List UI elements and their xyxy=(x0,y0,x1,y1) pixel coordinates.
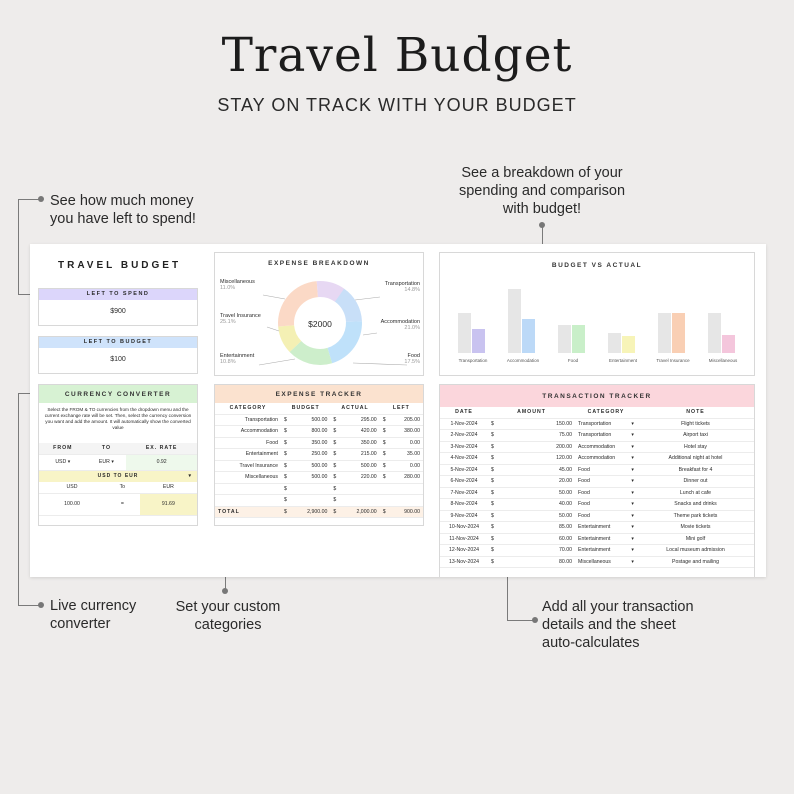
amount-cell[interactable]: 70.00 xyxy=(513,545,575,557)
donut-center-value: $2000 xyxy=(308,319,332,329)
total-label: TOTAL xyxy=(215,506,281,518)
table-row[interactable] xyxy=(440,418,754,430)
date-cell[interactable]: 2-Nov-2024 xyxy=(440,430,488,442)
conv-cell: USD xyxy=(39,482,105,494)
chevron-down-icon: ▾ xyxy=(631,432,634,439)
category-select[interactable] xyxy=(575,476,637,488)
note-cell[interactable]: Hotel stay xyxy=(637,441,754,453)
date-cell[interactable]: 5-Nov-2024 xyxy=(440,464,488,476)
amount-cell[interactable]: 20.00 xyxy=(513,476,575,488)
currency-cell[interactable]: $ xyxy=(488,510,513,522)
category-value: Transportation xyxy=(578,420,612,427)
bar-category-label: Miscellaneous xyxy=(708,358,738,363)
conv-cell: EUR xyxy=(140,482,197,494)
amount-cell[interactable]: $ xyxy=(281,483,294,495)
bar-budget xyxy=(608,333,621,353)
callout-line xyxy=(18,393,19,605)
callout-line xyxy=(18,199,40,200)
bar-budget xyxy=(458,313,471,353)
currency-cell[interactable]: $ xyxy=(488,441,513,453)
amount-cell[interactable]: $ xyxy=(330,437,343,449)
chevron-down-icon: ▾ xyxy=(188,472,192,479)
chevron-down-icon: ▾ xyxy=(631,547,634,554)
currency-cell[interactable]: $ xyxy=(488,418,513,430)
amount-cell[interactable] xyxy=(392,483,423,495)
amount-cell[interactable]: 250.00 xyxy=(294,449,331,461)
amount-cell[interactable]: 85.00 xyxy=(513,522,575,534)
callout-line xyxy=(507,620,535,621)
category-select[interactable] xyxy=(575,418,637,430)
table-row[interactable] xyxy=(440,545,754,557)
amount-cell[interactable]: 420.00 xyxy=(343,426,380,438)
amount-cell[interactable] xyxy=(392,495,423,507)
callout-currency: Live currency converter xyxy=(50,598,137,632)
col-header: BUDGET xyxy=(281,403,330,414)
table-row[interactable] xyxy=(215,483,423,495)
chevron-down-icon: ▾ xyxy=(631,443,634,450)
total-cell: 2,000.00 xyxy=(343,506,380,518)
left-to-spend-value: $900 xyxy=(110,308,126,315)
amount-cell[interactable] xyxy=(294,483,331,495)
col-header: DATE xyxy=(440,407,488,418)
note-cell[interactable]: Local museum admission xyxy=(637,545,754,557)
chevron-down-icon: ▾ xyxy=(631,558,634,565)
amount-input[interactable]: 100.00 xyxy=(39,493,105,515)
table-row[interactable] xyxy=(215,414,423,426)
bar-budget xyxy=(658,313,671,353)
bar-budget xyxy=(708,313,721,353)
callout-left-to-spend: See how much money you have left to spend! xyxy=(50,193,196,227)
category-cell[interactable]: Entertainment xyxy=(215,449,281,461)
converted-value: 91.69 xyxy=(140,493,197,515)
page-subtitle: STAY ON TRACK WITH YOUR BUDGET xyxy=(217,95,577,115)
conversion-select[interactable] xyxy=(39,471,197,482)
total-cell: $ xyxy=(380,506,393,518)
amount-cell[interactable]: 60.00 xyxy=(513,533,575,545)
transaction-tracker xyxy=(439,384,755,577)
amount-cell[interactable]: $ xyxy=(380,472,393,484)
breakdown-label: Entertainment 10.8% xyxy=(220,353,255,365)
table-row[interactable] xyxy=(440,464,754,476)
date-cell[interactable]: 6-Nov-2024 xyxy=(440,476,488,488)
table-row[interactable] xyxy=(215,437,423,449)
expense-tracker xyxy=(214,384,424,526)
to-select[interactable] xyxy=(87,454,127,470)
category-cell[interactable]: Travel Insurance xyxy=(215,460,281,472)
amount-cell[interactable]: 280.00 xyxy=(392,472,423,484)
note-cell[interactable]: Lunch at cafe xyxy=(637,487,754,499)
table-row[interactable] xyxy=(440,522,754,534)
breakdown-label: Travel Insurance 25.1% xyxy=(220,313,261,325)
date-cell[interactable]: 8-Nov-2024 xyxy=(440,499,488,511)
amount-cell[interactable]: $ xyxy=(281,414,294,426)
note-cell[interactable]: Theme park tickets xyxy=(637,510,754,522)
total-cell: 900.00 xyxy=(392,506,423,518)
date-cell[interactable]: 12-Nov-2024 xyxy=(440,545,488,557)
category-cell[interactable]: Miscellaneous xyxy=(215,472,281,484)
from-value: USD xyxy=(55,459,67,465)
table-row[interactable] xyxy=(440,441,754,453)
breakdown-label: Miscellaneous 11.0% xyxy=(220,279,255,291)
currency-cell[interactable]: $ xyxy=(488,533,513,545)
col-header: NOTE xyxy=(637,407,754,418)
category-value: Entertainment xyxy=(578,524,611,531)
budget-vs-actual xyxy=(439,252,755,376)
amount-cell[interactable]: 40.00 xyxy=(513,499,575,511)
bar-category-label: Transportation xyxy=(458,358,488,363)
amount-cell[interactable]: $ xyxy=(330,472,343,484)
table-row[interactable] xyxy=(440,556,754,568)
currency-cell[interactable]: $ xyxy=(488,430,513,442)
col-header: CATEGORY xyxy=(215,403,281,414)
transaction-tracker-title: TRANSACTION TRACKER xyxy=(440,385,754,407)
amount-cell[interactable]: $ xyxy=(330,483,343,495)
category-value: Accommodation xyxy=(578,455,616,462)
amount-cell[interactable]: 380.00 xyxy=(392,426,423,438)
category-select[interactable] xyxy=(575,545,637,557)
currency-cell[interactable]: $ xyxy=(488,556,513,568)
converter-header-to: TO xyxy=(87,443,127,454)
bar-actual xyxy=(572,325,585,353)
amount-cell[interactable]: 50.00 xyxy=(513,510,575,522)
amount-cell[interactable]: $ xyxy=(281,437,294,449)
category-value: Entertainment xyxy=(578,547,611,554)
amount-cell[interactable]: $ xyxy=(330,449,343,461)
chevron-down-icon: ▾ xyxy=(631,524,634,531)
left-to-spend-card xyxy=(38,288,198,326)
category-select[interactable] xyxy=(575,556,637,568)
category-value: Accommodation xyxy=(578,443,616,450)
amount-cell[interactable]: $ xyxy=(380,437,393,449)
table-row[interactable] xyxy=(440,453,754,465)
currency-cell[interactable]: $ xyxy=(488,476,513,488)
callout-transactions: Add all your transaction details and the sheet auto-calculates xyxy=(542,599,694,651)
bva-title: BUDGET VS ACTUAL xyxy=(551,261,643,269)
bar-budget xyxy=(558,325,571,353)
callout-categories: Set your custom categories xyxy=(175,599,281,633)
sheet-title: TRAVEL BUDGET xyxy=(58,260,182,271)
conversion-table xyxy=(39,482,197,516)
chevron-down-icon: ▾ xyxy=(631,512,634,519)
currency-cell[interactable]: $ xyxy=(488,464,513,476)
amount-cell[interactable]: $ xyxy=(380,449,393,461)
chevron-down-icon: ▾ xyxy=(111,459,114,465)
note-cell[interactable]: Dinner out xyxy=(637,476,754,488)
amount-cell[interactable]: 120.00 xyxy=(513,453,575,465)
col-header: ACTUAL xyxy=(330,403,379,414)
category-value: Food xyxy=(578,466,590,473)
amount-cell[interactable]: 220.00 xyxy=(343,472,380,484)
category-select[interactable] xyxy=(575,464,637,476)
note-cell[interactable]: Airport taxi xyxy=(637,430,754,442)
amount-cell[interactable]: $ xyxy=(330,495,343,507)
note-cell[interactable]: Flight tickets xyxy=(637,418,754,430)
category-select[interactable] xyxy=(575,522,637,534)
category-value: Miscellaneous xyxy=(578,558,611,565)
amount-cell[interactable]: $ xyxy=(281,495,294,507)
expense-tracker-title: EXPENSE TRACKER xyxy=(215,385,423,403)
converter-table xyxy=(39,443,197,471)
amount-cell[interactable] xyxy=(343,483,380,495)
amount-cell[interactable]: 0.00 xyxy=(392,437,423,449)
amount-cell[interactable]: 0.00 xyxy=(392,460,423,472)
amount-cell[interactable]: 80.00 xyxy=(513,556,575,568)
callout-line xyxy=(18,199,19,295)
callout-dot xyxy=(38,602,44,608)
amount-cell[interactable]: 215.00 xyxy=(343,449,380,461)
amount-cell[interactable]: 200.00 xyxy=(513,441,575,453)
table-row[interactable] xyxy=(215,472,423,484)
chevron-down-icon: ▾ xyxy=(631,420,634,427)
amount-cell[interactable]: $ xyxy=(330,460,343,472)
note-cell[interactable]: Snacks and drinks xyxy=(637,499,754,511)
converter-title: CURRENCY CONVERTER xyxy=(39,385,197,403)
rate-value: 0.92 xyxy=(126,454,197,470)
bar-budget xyxy=(508,289,521,353)
table-row[interactable] xyxy=(215,449,423,461)
category-select[interactable] xyxy=(575,441,637,453)
table-row[interactable] xyxy=(215,460,423,472)
date-cell[interactable]: 3-Nov-2024 xyxy=(440,441,488,453)
amount-cell[interactable]: 150.00 xyxy=(513,418,575,430)
category-select[interactable] xyxy=(575,533,637,545)
expense-table xyxy=(215,403,423,518)
chevron-down-icon: ▾ xyxy=(631,455,634,462)
bar-category-label: Entertainment xyxy=(608,358,637,363)
currency-cell[interactable]: $ xyxy=(488,487,513,499)
currency-cell[interactable]: $ xyxy=(488,499,513,511)
chevron-down-icon: ▾ xyxy=(631,478,634,485)
bar-category-label: Travel Insurance xyxy=(656,358,690,363)
chevron-down-icon: ▾ xyxy=(67,459,71,465)
page-title: Travel Budget xyxy=(221,28,573,83)
left-to-budget-label: LEFT TO BUDGET xyxy=(39,337,197,348)
breakdown-label: Accommodation 21.0% xyxy=(380,319,420,331)
table-row[interactable] xyxy=(440,430,754,442)
category-select[interactable] xyxy=(575,510,637,522)
note-cell[interactable]: Mini golf xyxy=(637,533,754,545)
amount-cell[interactable] xyxy=(380,483,393,495)
left-to-spend-label: LEFT TO SPEND xyxy=(39,289,197,300)
bar-actual xyxy=(472,329,485,353)
amount-cell[interactable]: 500.00 xyxy=(294,460,331,472)
currency-cell[interactable]: $ xyxy=(488,545,513,557)
converter-instructions: Select the FROM & TO currencies from the dropdown menu and the current exchange rate will be set. Then, select the currency conversion you want and add the amount. It will automatically show the converted value xyxy=(44,407,192,430)
currency-cell[interactable]: $ xyxy=(488,522,513,534)
category-cell[interactable] xyxy=(215,483,281,495)
amount-cell[interactable]: 500.00 xyxy=(294,414,331,426)
bar-category-label: Food xyxy=(567,358,579,363)
callout-dot xyxy=(38,196,44,202)
bar-actual xyxy=(622,336,635,353)
date-cell[interactable]: 10-Nov-2024 xyxy=(440,522,488,534)
breakdown-label: Transportation 14.8% xyxy=(384,281,420,293)
category-cell[interactable]: Transportation xyxy=(215,414,281,426)
amount-cell[interactable]: 35.00 xyxy=(392,449,423,461)
bar-chart xyxy=(450,281,750,365)
amount-cell[interactable]: 205.00 xyxy=(392,414,423,426)
col-header: AMOUNT xyxy=(488,407,575,418)
date-cell[interactable]: 1-Nov-2024 xyxy=(440,418,488,430)
date-cell[interactable]: 13-Nov-2024 xyxy=(440,556,488,568)
note-cell[interactable]: Breakfast for 4 xyxy=(637,464,754,476)
col-header: CATEGORY xyxy=(575,407,637,418)
amount-cell[interactable]: $ xyxy=(380,414,393,426)
breakdown-title: EXPENSE BREAKDOWN xyxy=(268,259,370,267)
date-cell[interactable]: 7-Nov-2024 xyxy=(440,487,488,499)
amount-cell[interactable]: 500.00 xyxy=(294,472,331,484)
chevron-down-icon: ▾ xyxy=(631,466,634,473)
converter-header-rate: EX. RATE xyxy=(126,443,197,454)
amount-cell[interactable]: 350.00 xyxy=(343,437,380,449)
amount-cell[interactable]: $ xyxy=(330,426,343,438)
from-select[interactable] xyxy=(39,454,87,470)
amount-cell[interactable]: 500.00 xyxy=(343,460,380,472)
chevron-down-icon: ▾ xyxy=(631,535,634,542)
date-cell[interactable]: 4-Nov-2024 xyxy=(440,453,488,465)
amount-cell[interactable]: $ xyxy=(380,426,393,438)
callout-dot xyxy=(539,222,545,228)
bar-actual xyxy=(672,313,685,353)
amount-cell[interactable]: 50.00 xyxy=(513,487,575,499)
category-select[interactable] xyxy=(575,499,637,511)
to-value: EUR xyxy=(98,459,110,465)
category-select[interactable] xyxy=(575,430,637,442)
category-value: Food xyxy=(578,501,590,508)
category-select[interactable] xyxy=(575,487,637,499)
amount-cell[interactable] xyxy=(343,495,380,507)
category-value: Entertainment xyxy=(578,535,611,542)
callout-dot xyxy=(532,617,538,623)
amount-cell[interactable]: $ xyxy=(281,449,294,461)
bar-actual xyxy=(522,319,535,353)
category-value: Transportation xyxy=(578,432,612,439)
note-cell[interactable]: Additional night at hotel xyxy=(637,453,754,465)
table-row[interactable] xyxy=(440,533,754,545)
table-row[interactable] xyxy=(440,510,754,522)
amount-cell[interactable]: $ xyxy=(281,460,294,472)
note-cell[interactable]: Postage and mailing xyxy=(637,556,754,568)
converter-header-from: FROM xyxy=(39,443,87,454)
amount-cell[interactable]: $ xyxy=(380,460,393,472)
amount-cell[interactable]: 295.00 xyxy=(343,414,380,426)
conversion-value: USD TO EUR xyxy=(97,472,139,479)
conv-cell: To xyxy=(105,482,140,494)
breakdown-label: Food 17.5% xyxy=(404,353,420,365)
bar-category-label: Accommodation xyxy=(506,358,540,363)
currency-converter xyxy=(38,384,198,526)
expense-breakdown xyxy=(214,252,424,376)
bar-actual xyxy=(722,335,735,353)
category-cell[interactable] xyxy=(215,495,281,507)
left-to-budget-card xyxy=(38,336,198,374)
amount-cell[interactable]: 800.00 xyxy=(294,426,331,438)
date-cell[interactable]: 11-Nov-2024 xyxy=(440,533,488,545)
amount-cell[interactable] xyxy=(294,495,331,507)
date-cell[interactable]: 9-Nov-2024 xyxy=(440,510,488,522)
note-cell[interactable]: Movie tickets xyxy=(637,522,754,534)
category-select[interactable] xyxy=(575,453,637,465)
total-cell: 2,900.00 xyxy=(294,506,331,518)
category-cell[interactable]: Accommodation xyxy=(215,426,281,438)
amount-cell[interactable]: 75.00 xyxy=(513,430,575,442)
callout-line xyxy=(507,575,508,620)
amount-cell[interactable]: $ xyxy=(330,414,343,426)
callout-line xyxy=(18,605,40,606)
table-row[interactable] xyxy=(440,499,754,511)
chevron-down-icon: ▾ xyxy=(631,501,634,508)
callout-breakdown: See a breakdown of your spending and comparison with budget! xyxy=(458,165,626,217)
table-row[interactable] xyxy=(215,495,423,507)
amount-cell[interactable]: $ xyxy=(281,472,294,484)
amount-cell[interactable]: $ xyxy=(281,426,294,438)
left-to-budget-value: $100 xyxy=(110,356,126,363)
table-row[interactable] xyxy=(440,476,754,488)
conv-cell: = xyxy=(105,493,140,515)
amount-cell[interactable]: 350.00 xyxy=(294,437,331,449)
chevron-down-icon: ▾ xyxy=(631,489,634,496)
spreadsheet-preview xyxy=(30,244,766,577)
callout-dot xyxy=(222,588,228,594)
col-header: LEFT xyxy=(380,403,423,414)
currency-cell[interactable]: $ xyxy=(488,453,513,465)
total-cell: $ xyxy=(281,506,294,518)
transaction-table xyxy=(440,407,754,568)
category-value: Food xyxy=(578,512,590,519)
category-value: Food xyxy=(578,478,590,485)
category-cell[interactable]: Food xyxy=(215,437,281,449)
table-row[interactable] xyxy=(215,426,423,438)
amount-cell[interactable]: 45.00 xyxy=(513,464,575,476)
total-cell: $ xyxy=(330,506,343,518)
table-row[interactable] xyxy=(440,487,754,499)
category-value: Food xyxy=(578,489,590,496)
amount-cell[interactable] xyxy=(380,495,393,507)
